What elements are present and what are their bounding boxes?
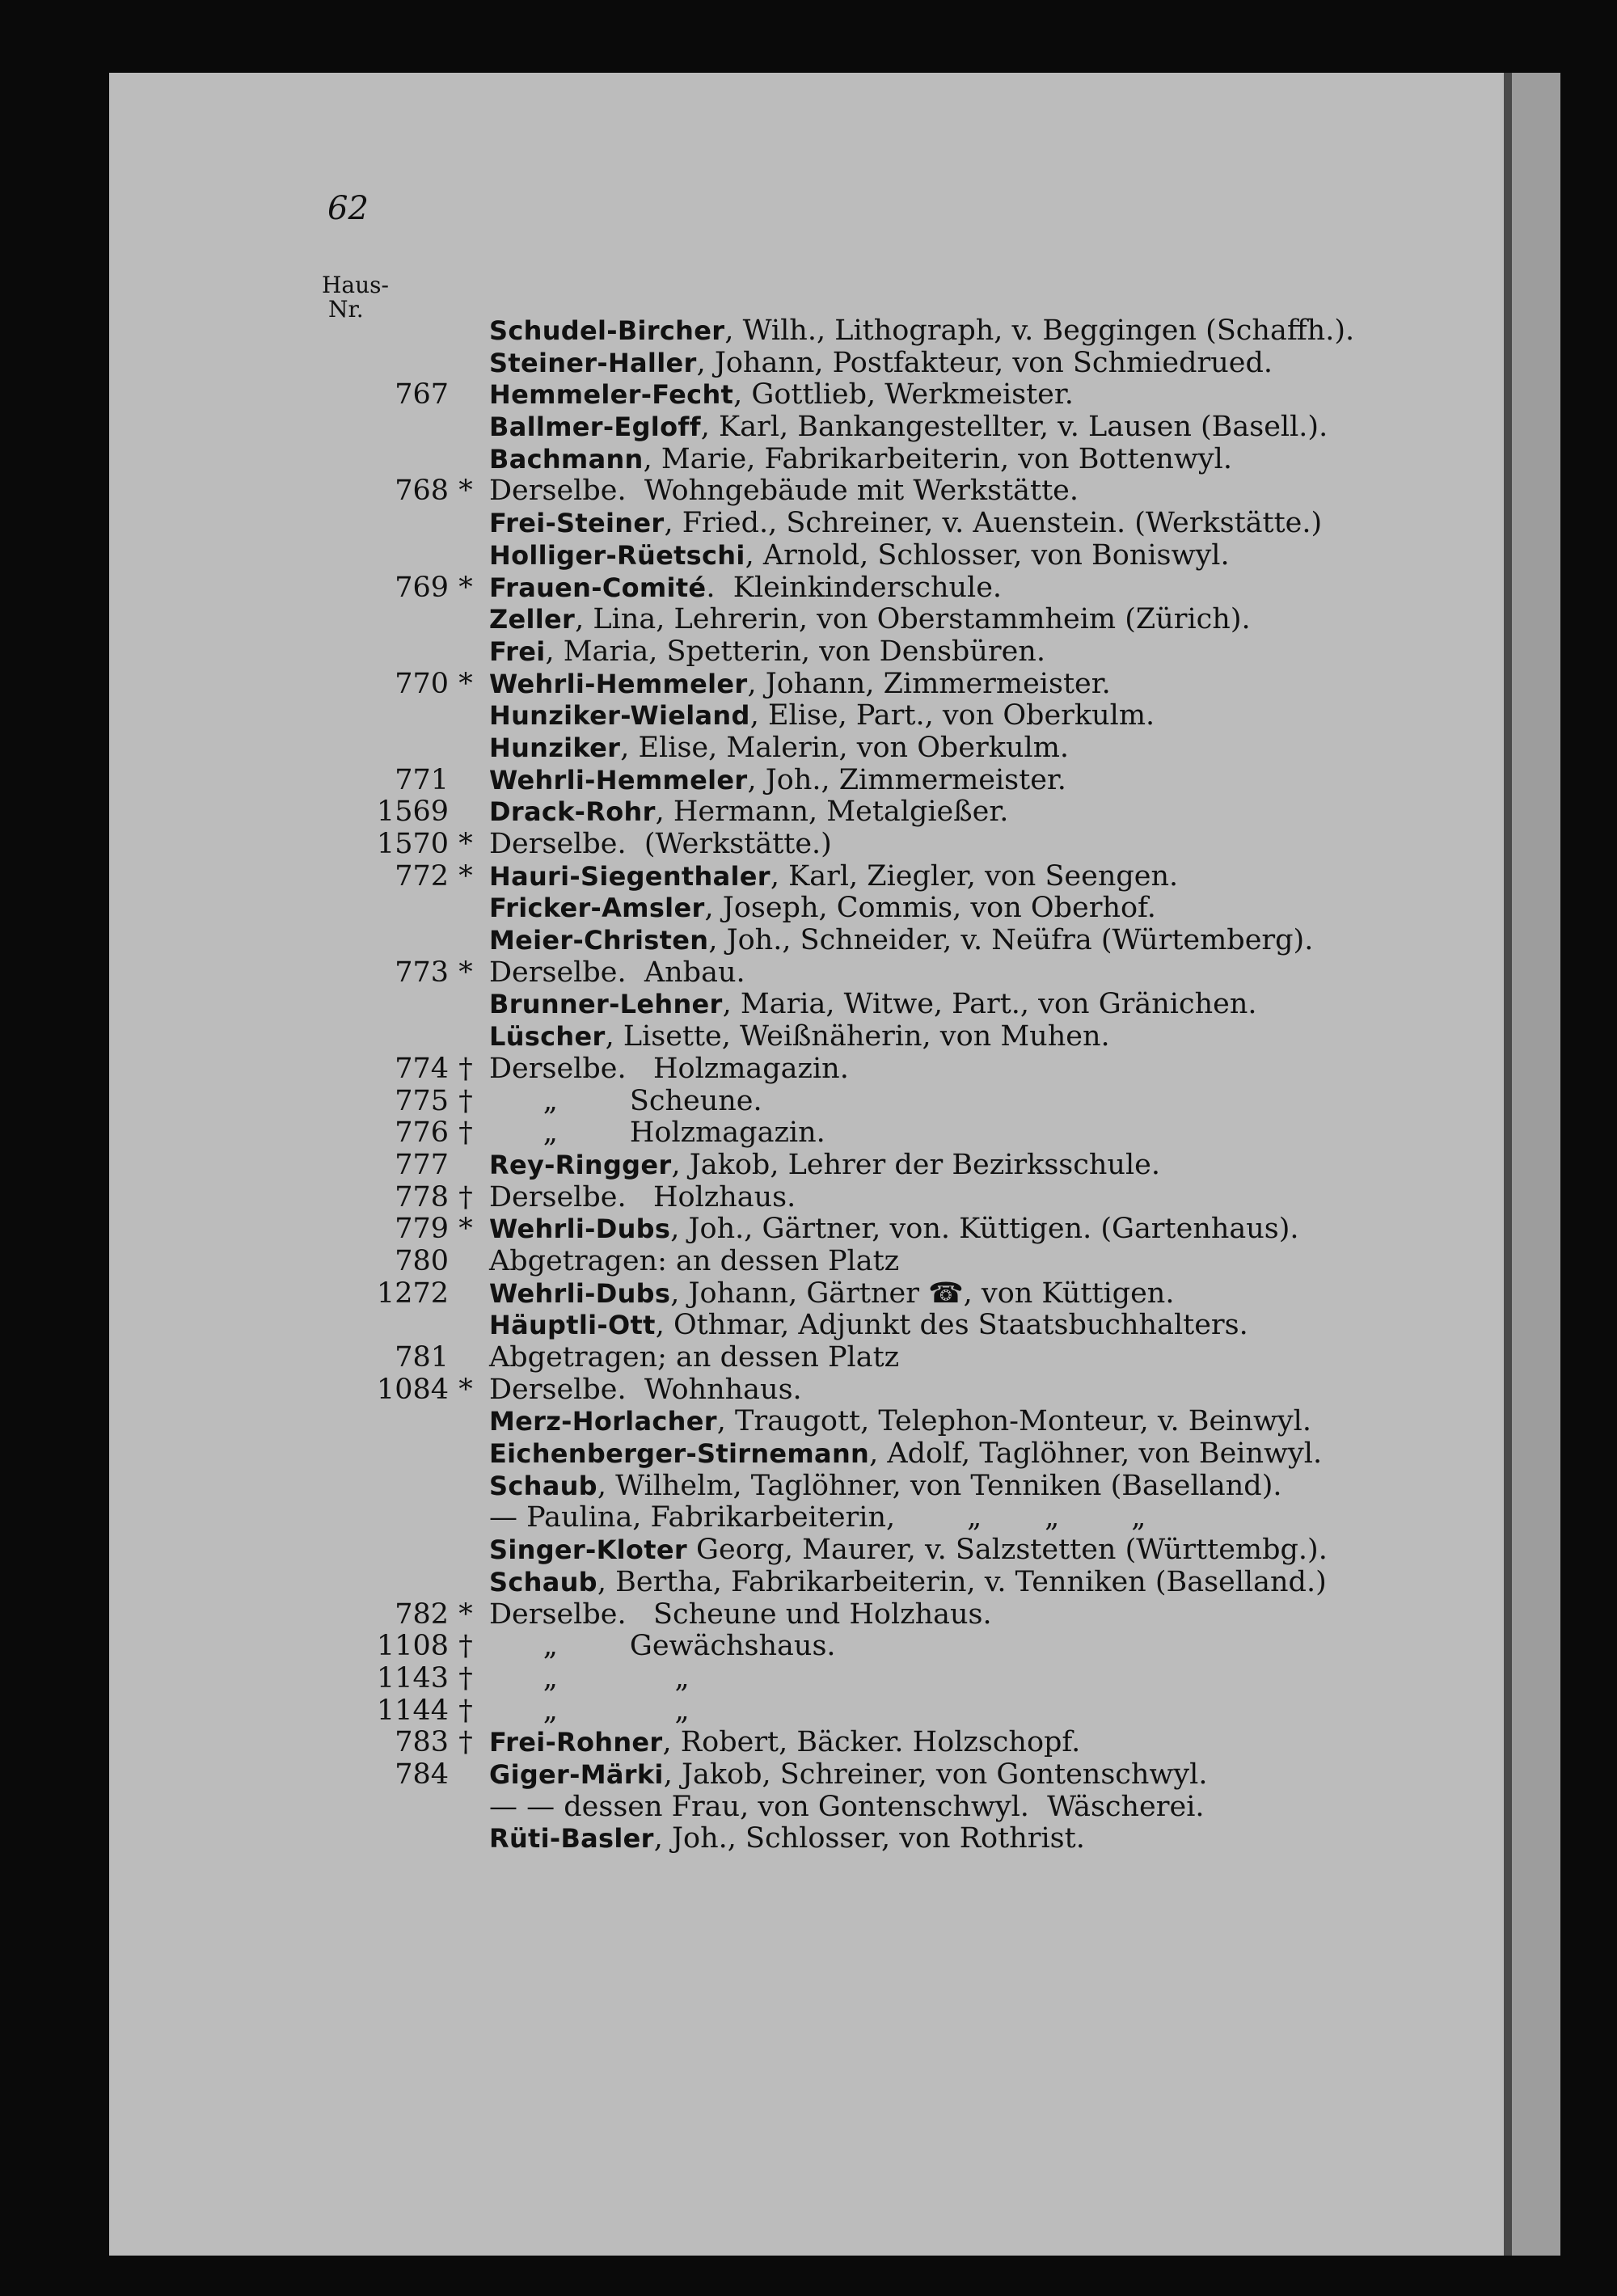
entry-details: — — dessen Frau, von Gontenschwyl. Wäscherei. — [489, 1790, 1205, 1823]
directory-entry — [0, 1021, 1407, 1053]
entry-marker: * — [458, 828, 473, 860]
resident-name: Wehrli-Dubs — [489, 1277, 671, 1309]
entry-marker: * — [458, 1597, 473, 1631]
directory-entry — [0, 1278, 1407, 1310]
entry-marker: * — [458, 667, 473, 700]
directory-entry — [0, 315, 1407, 348]
entry-marker: † — [458, 1052, 473, 1085]
directory-entry — [0, 1117, 1407, 1150]
entry-text — [489, 1631, 836, 1663]
resident-name: Hunziker — [489, 732, 621, 763]
directory-entry — [0, 508, 1407, 540]
house-number: 1143 — [376, 1661, 449, 1695]
entry-details: Abgetragen: an dessen Platz — [489, 1244, 900, 1277]
entry-details: „ „ — [489, 1661, 690, 1695]
entry-text — [489, 1534, 1328, 1567]
house-number: 1084 — [376, 1373, 449, 1406]
directory-entry — [0, 1759, 1407, 1792]
resident-name: Ballmer-Egloff — [489, 412, 701, 443]
directory-entry — [0, 1246, 1407, 1278]
entry-details: „ Scheune. — [489, 1084, 762, 1117]
next-page-edge — [1512, 73, 1560, 2256]
entry-text — [489, 957, 745, 990]
directory-entry — [0, 572, 1407, 605]
directory-entry — [0, 636, 1407, 669]
resident-name: Meier-Christen — [489, 925, 709, 956]
entry-details: , Johann, Postfakteur, von Schmiedrued. — [696, 346, 1273, 379]
book-spine — [1504, 73, 1512, 2256]
house-number: 771 — [395, 763, 449, 796]
directory-entry — [0, 1150, 1407, 1182]
entry-details: Georg, Maurer, v. Salzstetten (Württembg.). — [686, 1534, 1328, 1567]
directory-entry — [0, 1567, 1407, 1599]
entry-marker: † — [458, 1180, 473, 1213]
directory-entry — [0, 1213, 1407, 1246]
entry-details: , Traugott, Telephon-Monteur, v. Beinwyl. — [716, 1405, 1312, 1438]
directory-entry — [0, 765, 1407, 797]
resident-name: Hemmeler-Fecht — [489, 379, 734, 411]
directory-entry — [0, 796, 1407, 829]
entry-text — [489, 1086, 762, 1118]
house-number: 778 — [395, 1180, 449, 1213]
directory-entry — [0, 1823, 1407, 1855]
entry-text — [489, 1117, 825, 1150]
entry-marker: † — [458, 1630, 473, 1663]
entry-text — [489, 444, 1232, 476]
entry-text — [489, 508, 1322, 540]
house-number: 1569 — [376, 796, 449, 829]
entry-text — [489, 1150, 1160, 1182]
entry-text — [489, 925, 1313, 957]
resident-name: Brunner-Lehner — [489, 989, 723, 1020]
entry-details: , Wilh., Lithograph, v. Beggingen (Schaffh.). — [724, 314, 1355, 347]
entry-text — [489, 1246, 899, 1278]
entry-text — [489, 1310, 1248, 1342]
entry-details: Derselbe. Holzmagazin. — [489, 1052, 849, 1085]
resident-name: Frauen-Comité — [489, 572, 707, 603]
directory-entry — [0, 1053, 1407, 1086]
directory-entry — [0, 1182, 1407, 1214]
entry-details: , Wilhelm, Taglöhner, von Tenniken (Baselland). — [597, 1469, 1282, 1502]
entry-marker: * — [458, 956, 473, 989]
resident-name: Singer-Kloter — [489, 1534, 687, 1566]
entry-details: , Joh., Schlosser, von Rothrist. — [653, 1822, 1085, 1855]
entry-details: , Gottlieb, Werkmeister. — [733, 378, 1074, 412]
entry-marker: † — [458, 1726, 473, 1759]
entry-marker: * — [458, 859, 473, 893]
resident-name: Frei-Rohner — [489, 1727, 663, 1758]
directory-entry — [0, 540, 1407, 572]
entry-details: , Joh., Zimmermeister. — [747, 763, 1066, 796]
directory-entry — [0, 1406, 1407, 1438]
resident-name: Hunziker-Wieland — [489, 700, 750, 732]
resident-name: Bachmann — [489, 443, 644, 475]
directory-entry — [0, 412, 1407, 444]
entry-text — [489, 540, 1230, 572]
directory-entry — [0, 732, 1407, 765]
entry-details: , Maria, Spetterin, von Densbüren. — [545, 635, 1045, 668]
house-number: 767 — [395, 378, 449, 412]
entry-details: Derselbe. Wohnhaus. — [489, 1373, 802, 1406]
directory-entry — [0, 989, 1407, 1021]
entry-text — [489, 1727, 1080, 1759]
house-number: 768 — [395, 475, 449, 508]
directory-entry — [0, 1663, 1407, 1695]
resident-name: Fricker-Amsler — [489, 893, 705, 924]
entry-details: , Bertha, Fabrikarbeiterin, v. Tenniken (Baselland.) — [597, 1565, 1327, 1598]
directory-entry — [0, 1086, 1407, 1118]
entry-text — [489, 1342, 899, 1374]
resident-name: Wehrli-Hemmeler — [489, 764, 748, 796]
house-number: 769 — [395, 571, 449, 604]
directory-entry — [0, 669, 1407, 701]
directory-entry — [0, 1727, 1407, 1759]
house-number: 780 — [395, 1244, 449, 1277]
entry-details: Derselbe. Scheune und Holzhaus. — [489, 1597, 992, 1631]
directory-entry — [0, 1342, 1407, 1374]
entry-text — [489, 1406, 1311, 1438]
house-number: 1272 — [376, 1277, 449, 1310]
entry-text — [489, 1502, 1146, 1534]
entry-details: „ „ — [489, 1694, 690, 1727]
directory-entry — [0, 1502, 1407, 1534]
entry-details: Derselbe. (Werkstätte.) — [489, 828, 832, 860]
entry-details: Derselbe. Holzhaus. — [489, 1180, 796, 1213]
entry-text — [489, 1182, 796, 1214]
directory-entry — [0, 1631, 1407, 1663]
house-number: 775 — [395, 1084, 449, 1117]
entry-text — [489, 669, 1111, 701]
entry-details: , Johann, Zimmermeister. — [747, 667, 1111, 700]
entry-details: , Joh., Gärtner, von. Küttigen. (Gartenhaus). — [670, 1213, 1299, 1246]
resident-name: Schaub — [489, 1566, 597, 1597]
directory-entry — [0, 893, 1407, 925]
entry-details: , Arnold, Schlosser, von Boniswyl. — [745, 538, 1230, 572]
entry-text — [489, 700, 1155, 732]
entry-details: , Jakob, Lehrer der Bezirksschule. — [671, 1148, 1160, 1181]
resident-name: Schudel-Bircher — [489, 315, 725, 346]
house-number: 776 — [395, 1116, 449, 1150]
entry-details: , Hermann, Metalgießer. — [655, 796, 1009, 829]
resident-name: Hauri-Siegenthaler — [489, 860, 771, 892]
resident-name: Drack-Rohr — [489, 796, 656, 828]
entry-marker: * — [458, 475, 473, 508]
resident-name: Frei — [489, 635, 546, 667]
directory-entry — [0, 475, 1407, 508]
directory-entry — [0, 1534, 1407, 1567]
resident-name: Frei-Steiner — [489, 508, 665, 539]
directory-entry — [0, 957, 1407, 990]
entry-details: , Lisette, Weißnäherin, von Muhen. — [605, 1020, 1110, 1053]
resident-name: Wehrli-Hemmeler — [489, 668, 748, 699]
resident-name: Steiner-Haller — [489, 347, 697, 378]
house-number: 784 — [395, 1758, 449, 1791]
entry-text — [489, 829, 832, 861]
column-header-line-2: Nr. — [328, 296, 364, 323]
entry-marker: † — [458, 1084, 473, 1117]
entry-text — [489, 475, 1079, 508]
entry-details: , Elise, Malerin, von Oberkulm. — [620, 731, 1070, 764]
resident-name: Eichenberger-Stirnemann — [489, 1438, 870, 1470]
house-number: 774 — [395, 1052, 449, 1085]
resident-name: Holliger-Rüetschi — [489, 539, 745, 571]
resident-name: Giger-Märki — [489, 1758, 664, 1790]
resident-name: Merz-Horlacher — [489, 1406, 717, 1437]
directory-entry — [0, 1471, 1407, 1503]
entry-text — [489, 379, 1074, 412]
entry-text — [489, 315, 1354, 348]
entry-text — [489, 604, 1251, 636]
directory-entry — [0, 604, 1407, 636]
entry-details: , Maria, Witwe, Part., von Gränichen. — [722, 988, 1257, 1021]
entry-details: , Adolf, Taglöhner, von Beinwyl. — [869, 1437, 1323, 1471]
entry-marker: † — [458, 1116, 473, 1150]
entry-details: „ Gewächshaus. — [489, 1630, 836, 1663]
directory-entry — [0, 861, 1407, 893]
entry-details: — Paulina, Fabrikarbeiterin, „ „ „ — [489, 1501, 1146, 1534]
entry-text — [489, 1695, 690, 1728]
entry-details: , Lina, Lehrerin, von Oberstammheim (Zürich). — [575, 603, 1251, 636]
house-number: 777 — [395, 1148, 449, 1181]
entry-text — [489, 1759, 1207, 1792]
entry-text — [489, 1021, 1110, 1053]
entry-details: „ Holzmagazin. — [489, 1116, 825, 1150]
entry-text — [489, 1792, 1205, 1824]
entry-details: , Othmar, Adjunkt des Staatsbuchhalters. — [655, 1309, 1248, 1342]
entry-marker: * — [458, 1213, 473, 1246]
entry-details: , Jakob, Schreiner, von Gontenschwyl. — [663, 1758, 1208, 1791]
entry-marker: * — [458, 571, 473, 604]
directory-entry — [0, 1438, 1407, 1471]
directory-entry — [0, 829, 1407, 861]
house-number: 779 — [395, 1213, 449, 1246]
entry-details: Derselbe. Anbau. — [489, 956, 745, 989]
entry-text — [489, 1213, 1299, 1246]
directory-entry — [0, 1374, 1407, 1407]
directory-entries — [0, 315, 1407, 1855]
house-number: 1144 — [376, 1694, 449, 1727]
entry-details: , Elise, Part., von Oberkulm. — [749, 699, 1155, 732]
resident-name: Rey-Ringger — [489, 1149, 672, 1180]
directory-entry — [0, 1695, 1407, 1728]
house-number: 1570 — [376, 828, 449, 860]
house-number: 782 — [395, 1597, 449, 1631]
entry-text — [489, 861, 1178, 893]
entry-text — [489, 1823, 1085, 1855]
resident-name: Zeller — [489, 604, 576, 635]
directory-entry — [0, 925, 1407, 957]
entry-marker: † — [458, 1694, 473, 1727]
entry-details: . Kleinkinderschule. — [706, 571, 1003, 604]
entry-details: , Marie, Fabrikarbeiterin, von Bottenwyl. — [643, 442, 1232, 475]
entry-marker: † — [458, 1661, 473, 1695]
entry-details: , Johann, Gärtner ☎, von Küttigen. — [670, 1277, 1175, 1310]
entry-text — [489, 893, 1156, 925]
entry-text — [489, 1663, 690, 1695]
resident-name: Schaub — [489, 1470, 597, 1501]
page-number: 62 — [327, 190, 369, 227]
house-number: 781 — [395, 1341, 449, 1374]
resident-name: Rüti-Basler — [489, 1823, 654, 1855]
entry-details: , Robert, Bäcker. Holzschopf. — [662, 1726, 1081, 1759]
entry-details: , Joseph, Commis, von Oberhof. — [704, 892, 1156, 925]
directory-entry — [0, 348, 1407, 380]
directory-entry — [0, 444, 1407, 476]
entry-marker: * — [458, 1373, 473, 1406]
entry-details: , Karl, Ziegler, von Seengen. — [770, 859, 1179, 893]
entry-text — [489, 1599, 992, 1631]
entry-text — [489, 1374, 802, 1407]
entry-text — [489, 348, 1273, 380]
house-number: 1108 — [376, 1630, 449, 1663]
resident-name: Häuptli-Ott — [489, 1310, 656, 1341]
resident-name: Lüscher — [489, 1021, 606, 1053]
column-header-haus-nr — [322, 273, 389, 322]
entry-details: Derselbe. Wohngebäude mit Werkstätte. — [489, 475, 1079, 508]
entry-text — [489, 412, 1328, 444]
entry-details: , Fried., Schreiner, v. Auenstein. (Werkstätte.) — [664, 507, 1323, 540]
column-header-line-1: Haus- — [322, 272, 389, 298]
entry-text — [489, 1053, 849, 1086]
entry-text — [489, 636, 1045, 669]
entry-text — [489, 732, 1069, 765]
entry-text — [489, 572, 1002, 605]
house-number: 773 — [395, 956, 449, 989]
entry-text — [489, 1278, 1174, 1310]
entry-details: Abgetragen; an dessen Platz — [489, 1341, 900, 1374]
entry-details: , Joh., Schneider, v. Neüfra (Würtemberg). — [708, 924, 1314, 957]
entry-text — [489, 989, 1257, 1021]
directory-entry — [0, 1599, 1407, 1631]
entry-text — [489, 1471, 1282, 1503]
house-number: 783 — [395, 1726, 449, 1759]
resident-name: Wehrli-Dubs — [489, 1213, 671, 1245]
directory-entry — [0, 379, 1407, 412]
directory-entry — [0, 700, 1407, 732]
entry-text — [489, 796, 1008, 829]
entry-text — [489, 765, 1066, 797]
directory-entry — [0, 1792, 1407, 1824]
entry-text — [489, 1438, 1322, 1471]
house-number: 770 — [395, 667, 449, 700]
directory-entry — [0, 1310, 1407, 1342]
house-number: 772 — [395, 859, 449, 893]
entry-text — [489, 1567, 1327, 1599]
entry-details: , Karl, Bankangestellter, v. Lausen (Basell.). — [700, 411, 1328, 444]
